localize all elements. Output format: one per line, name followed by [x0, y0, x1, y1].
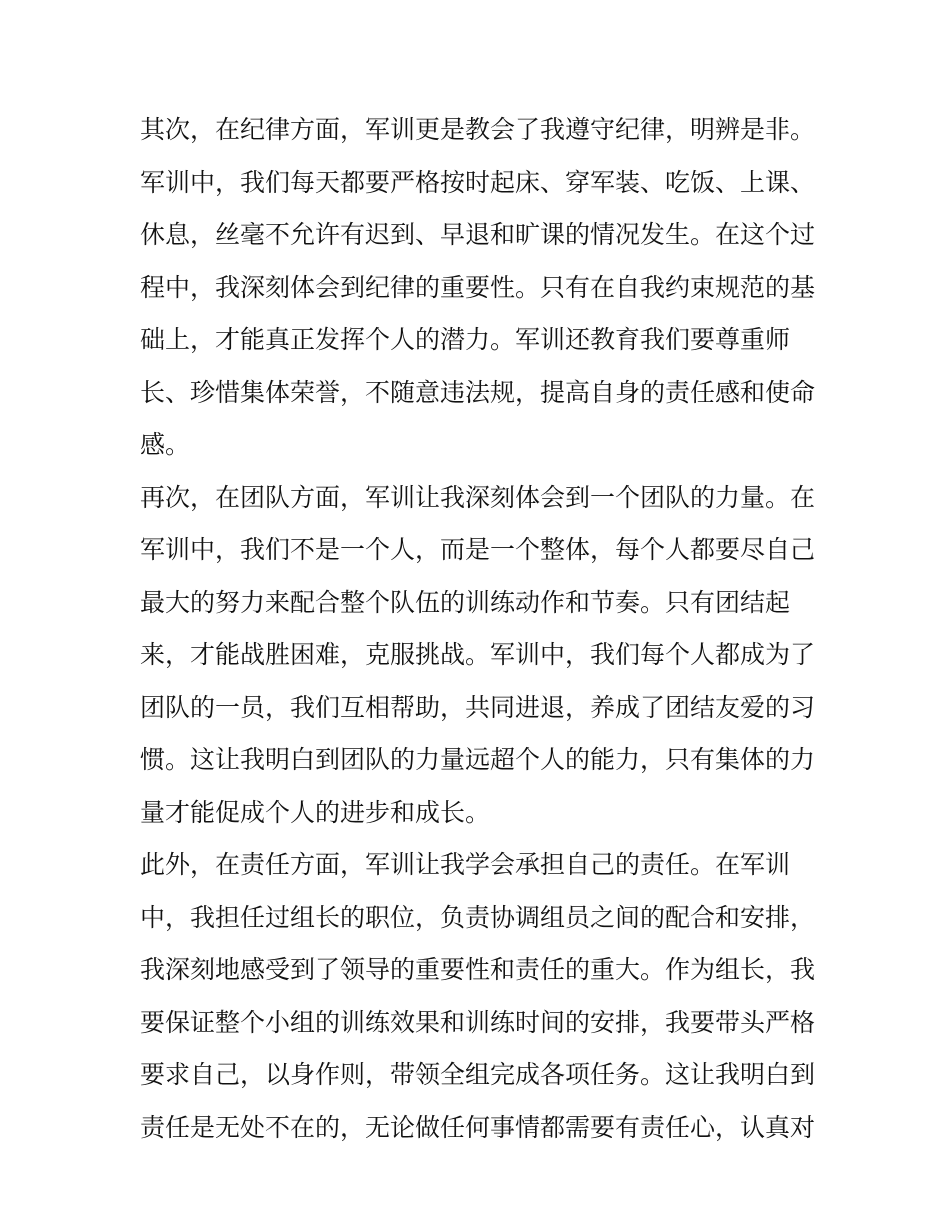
text-line: 最大的努力来配合整个队伍的训练动作和节奏。只有团结起 — [140, 587, 791, 617]
text-line: 我深刻地感受到了领导的重要性和责任的重大。作为组长，我 — [140, 955, 816, 984]
text-line: 长、珍惜集体荣誉，不随意违法规，提高自身的责任感和使命 — [140, 377, 816, 407]
text-line: 休息，丝毫不允许有迟到、早退和旷课的情况发生。在这个过 — [140, 220, 816, 249]
text-line: 感。 — [140, 430, 191, 459]
text-line: 此外，在责任方面，军训让我学会承担自己的责任。在军训 — [140, 850, 791, 879]
text-line: 要保证整个小组的训练效果和训练时间的安排，我要带头严格 — [140, 1007, 816, 1037]
text-line: 团队的一员，我们互相帮助，共同进退，养成了团结友爱的习 — [140, 692, 816, 722]
text-line: 其次，在纪律方面，军训更是教会了我遵守纪律，明辨是非。 — [140, 115, 816, 144]
text-line: 程中，我深刻体会到纪律的重要性。只有在自我约束规范的基 — [140, 272, 816, 302]
text-line: 责任是无处不在的，无论做任何事情都需要有责任心，认真对 — [140, 1112, 816, 1142]
text-line: 军训中，我们每天都要严格按时起床、穿军装、吃饭、上课、 — [140, 167, 816, 197]
text-line: 来，才能战胜困难，克服挑战。军训中，我们每个人都成为了 — [140, 640, 816, 669]
text-line: 惯。这让我明白到团队的力量远超个人的能力，只有集体的力 — [140, 745, 816, 774]
text-line: 军训中，我们不是一个人，而是一个整体，每个人都要尽自己 — [140, 535, 816, 564]
text-line: 中，我担任过组长的职位，负责协调组员之间的配合和安排， — [140, 902, 816, 932]
text-line: 要求自己，以身作则，带领全组完成各项任务。这让我明白到 — [140, 1060, 816, 1089]
text-line: 量才能促成个人的进步和成长。 — [140, 797, 491, 827]
document-body — [140, 104, 820, 1154]
text-line: 再次，在团队方面，军训让我深刻体会到一个团队的力量。在 — [140, 482, 816, 512]
text-line: 础上，才能真正发挥个人的潜力。军训还教育我们要尊重师 — [140, 325, 791, 354]
